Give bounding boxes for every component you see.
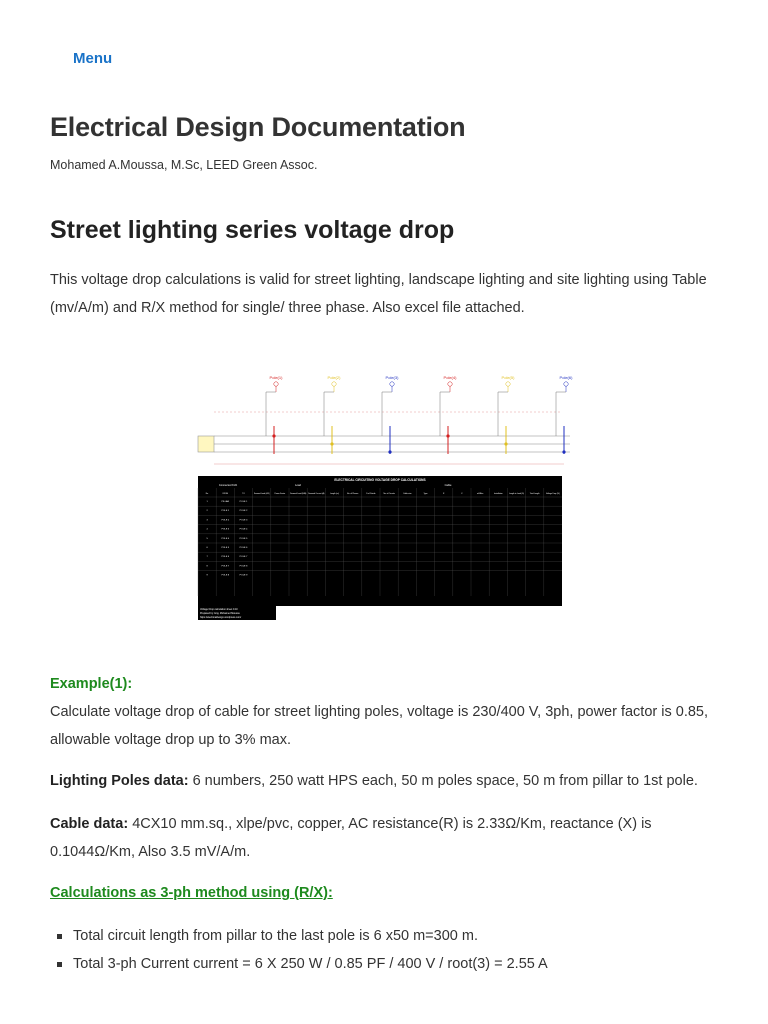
poles-data-label: Lighting Poles data: xyxy=(50,773,189,789)
group-header: Connected KVA xyxy=(218,484,238,487)
table-cell: 2 xyxy=(206,510,208,513)
table-cell: POLE 3 xyxy=(239,519,248,522)
column-header: X xyxy=(461,493,463,495)
pillar-box xyxy=(198,436,214,452)
table-cell: POLE 2 xyxy=(221,519,230,522)
column-header: R xyxy=(443,493,445,495)
phase-connection-dot xyxy=(388,450,391,453)
menu-link[interactable]: Menu xyxy=(73,50,113,67)
group-header: Load xyxy=(295,484,301,487)
site-title[interactable]: Electrical Design Documentation xyxy=(50,112,466,142)
pole-label: Pole(4) xyxy=(443,375,457,380)
table-cell: POLE 1 xyxy=(239,501,248,503)
cable-data-label: Cable data: xyxy=(50,816,129,832)
poles-data-paragraph xyxy=(50,767,740,795)
phase-connection-dot xyxy=(562,450,565,453)
table-cell: POLE 5 xyxy=(221,547,230,549)
list-item: Total circuit length from pillar to the last pole is 6 x50 m=300 m. xyxy=(56,922,548,950)
example-problem: Calculate voltage drop of cable for street lighting poles, voltage is 230/400 V, 3ph, power factor is 0.85, allowable voltage drop up to 3% max. xyxy=(50,704,709,748)
table-cell: 1 xyxy=(206,501,208,503)
table-cell: POLE 7 xyxy=(221,565,230,568)
sheet-title: ELECTRICAL CIRCUITING VOLTAGE DROP CALCULATIONS xyxy=(334,478,426,482)
table-cell: 8 xyxy=(206,565,208,568)
table-cell: 5 xyxy=(206,537,208,540)
group-header: Cable xyxy=(444,484,452,487)
column-header: Length to Load (%) xyxy=(508,493,525,495)
pole-label: Pole(5) xyxy=(501,375,515,380)
phase-connection-dot xyxy=(330,442,333,445)
phase-connection-dot xyxy=(272,434,275,437)
table-cell: POLE 9 xyxy=(239,574,248,577)
table-cell: 6 xyxy=(206,547,208,549)
column-header: Demand Current (A) xyxy=(308,493,325,495)
table-cell: POLE 5 xyxy=(239,537,248,540)
calculations-list xyxy=(56,922,548,978)
column-header: Installation xyxy=(494,493,503,495)
sheet-footer-url: https://electricaldesign.wordpress.com/ xyxy=(200,616,242,619)
pole-label: Pole(3) xyxy=(385,375,399,380)
cable-data-paragraph xyxy=(50,810,730,866)
sheet-footer-author: Prepared by: Eng. Mohamed Moussa xyxy=(200,612,240,615)
table-cell: 7 xyxy=(206,556,208,559)
phase-connection-dot xyxy=(504,442,507,445)
column-header: Length (m) xyxy=(330,493,339,495)
column-header: No. xyxy=(205,493,209,495)
column-header: Demand Load (kW) xyxy=(253,493,270,495)
post-title: Street lighting series voltage drop xyxy=(50,216,455,244)
calculations-heading-link[interactable]: Calculations as 3-ph method using (R/X): xyxy=(50,885,333,901)
calculation-sheet xyxy=(198,476,562,620)
sheet-footer-note: Voltage Drop calculation sheet 0.10 xyxy=(200,608,238,611)
intro-paragraph: This voltage drop calculations is valid for street lighting, landscape lighting and site lighting using Table (mv/A/m) and R/X method for single/ three phase. Also excel file attached. xyxy=(50,272,707,316)
table-cell: 9 xyxy=(206,574,208,577)
column-header: No. of Phases xyxy=(347,493,359,495)
column-header: TO xyxy=(242,493,245,495)
table-cell: 3 xyxy=(206,519,208,522)
table-cell: POLE 8 xyxy=(221,574,230,577)
pole-diagram xyxy=(198,375,573,464)
column-header: Voltage Drop (%) xyxy=(546,493,560,495)
table-cell: POLE 8 xyxy=(239,565,248,568)
column-header: Total Length xyxy=(529,493,540,495)
table-cell: 4 xyxy=(206,528,208,531)
cable-data-text: 4CX10 mm.sq., xlpe/pvc, copper, AC resistance(R) is 2.33Ω/Km, reactance (X) is 0.1044Ω/Km, Also 3.5 mV/A/m. xyxy=(50,816,652,860)
example-heading: Example(1): xyxy=(50,676,133,692)
lamp-head xyxy=(332,382,336,386)
site-author: Mohamed A.Moussa, M.Sc, LEED Green Assoc. xyxy=(50,158,318,172)
lamp-head xyxy=(448,382,452,386)
list-item: Total 3-ph Current current = 6 X 250 W / 0.85 PF / 400 V / root(3) = 2.55 A xyxy=(56,950,548,978)
column-header: FROM xyxy=(222,493,228,495)
lamp-head xyxy=(506,382,510,386)
lamp-head xyxy=(274,382,278,386)
column-header: Demand Load (kVA) xyxy=(290,493,307,495)
table-cell: POLE 6 xyxy=(239,547,248,549)
lamp-head xyxy=(390,382,394,386)
pole-label: Pole(2) xyxy=(327,375,341,380)
column-header: No. of Circuits xyxy=(383,493,395,495)
lamp-head xyxy=(564,382,568,386)
table-cell: PILLAR xyxy=(221,501,230,503)
table-cell: POLE 4 xyxy=(221,537,230,540)
poles-data-text: 6 numbers, 250 watt HPS each, 50 m poles space, 50 m from pillar to 1st pole. xyxy=(188,773,698,789)
table-cell: POLE 3 xyxy=(221,528,230,531)
column-header: mV/A/m xyxy=(476,493,484,495)
table-cell: POLE 2 xyxy=(239,510,248,513)
table-cell: POLE 4 xyxy=(239,528,248,531)
phase-connection-dot xyxy=(446,434,449,437)
column-header: Power Factor xyxy=(274,493,286,495)
column-header: Type xyxy=(423,493,428,495)
table-cell: POLE 1 xyxy=(221,510,230,513)
table-cell: POLE 7 xyxy=(239,556,248,559)
table-cell: POLE 6 xyxy=(221,556,230,559)
column-header: % of Distrib. xyxy=(366,493,376,495)
pole-label: Pole(6) xyxy=(559,375,573,380)
pole-label: Pole(1) xyxy=(269,375,283,380)
voltage-drop-figure[interactable] xyxy=(190,366,590,626)
column-header: Cable size xyxy=(403,493,412,495)
